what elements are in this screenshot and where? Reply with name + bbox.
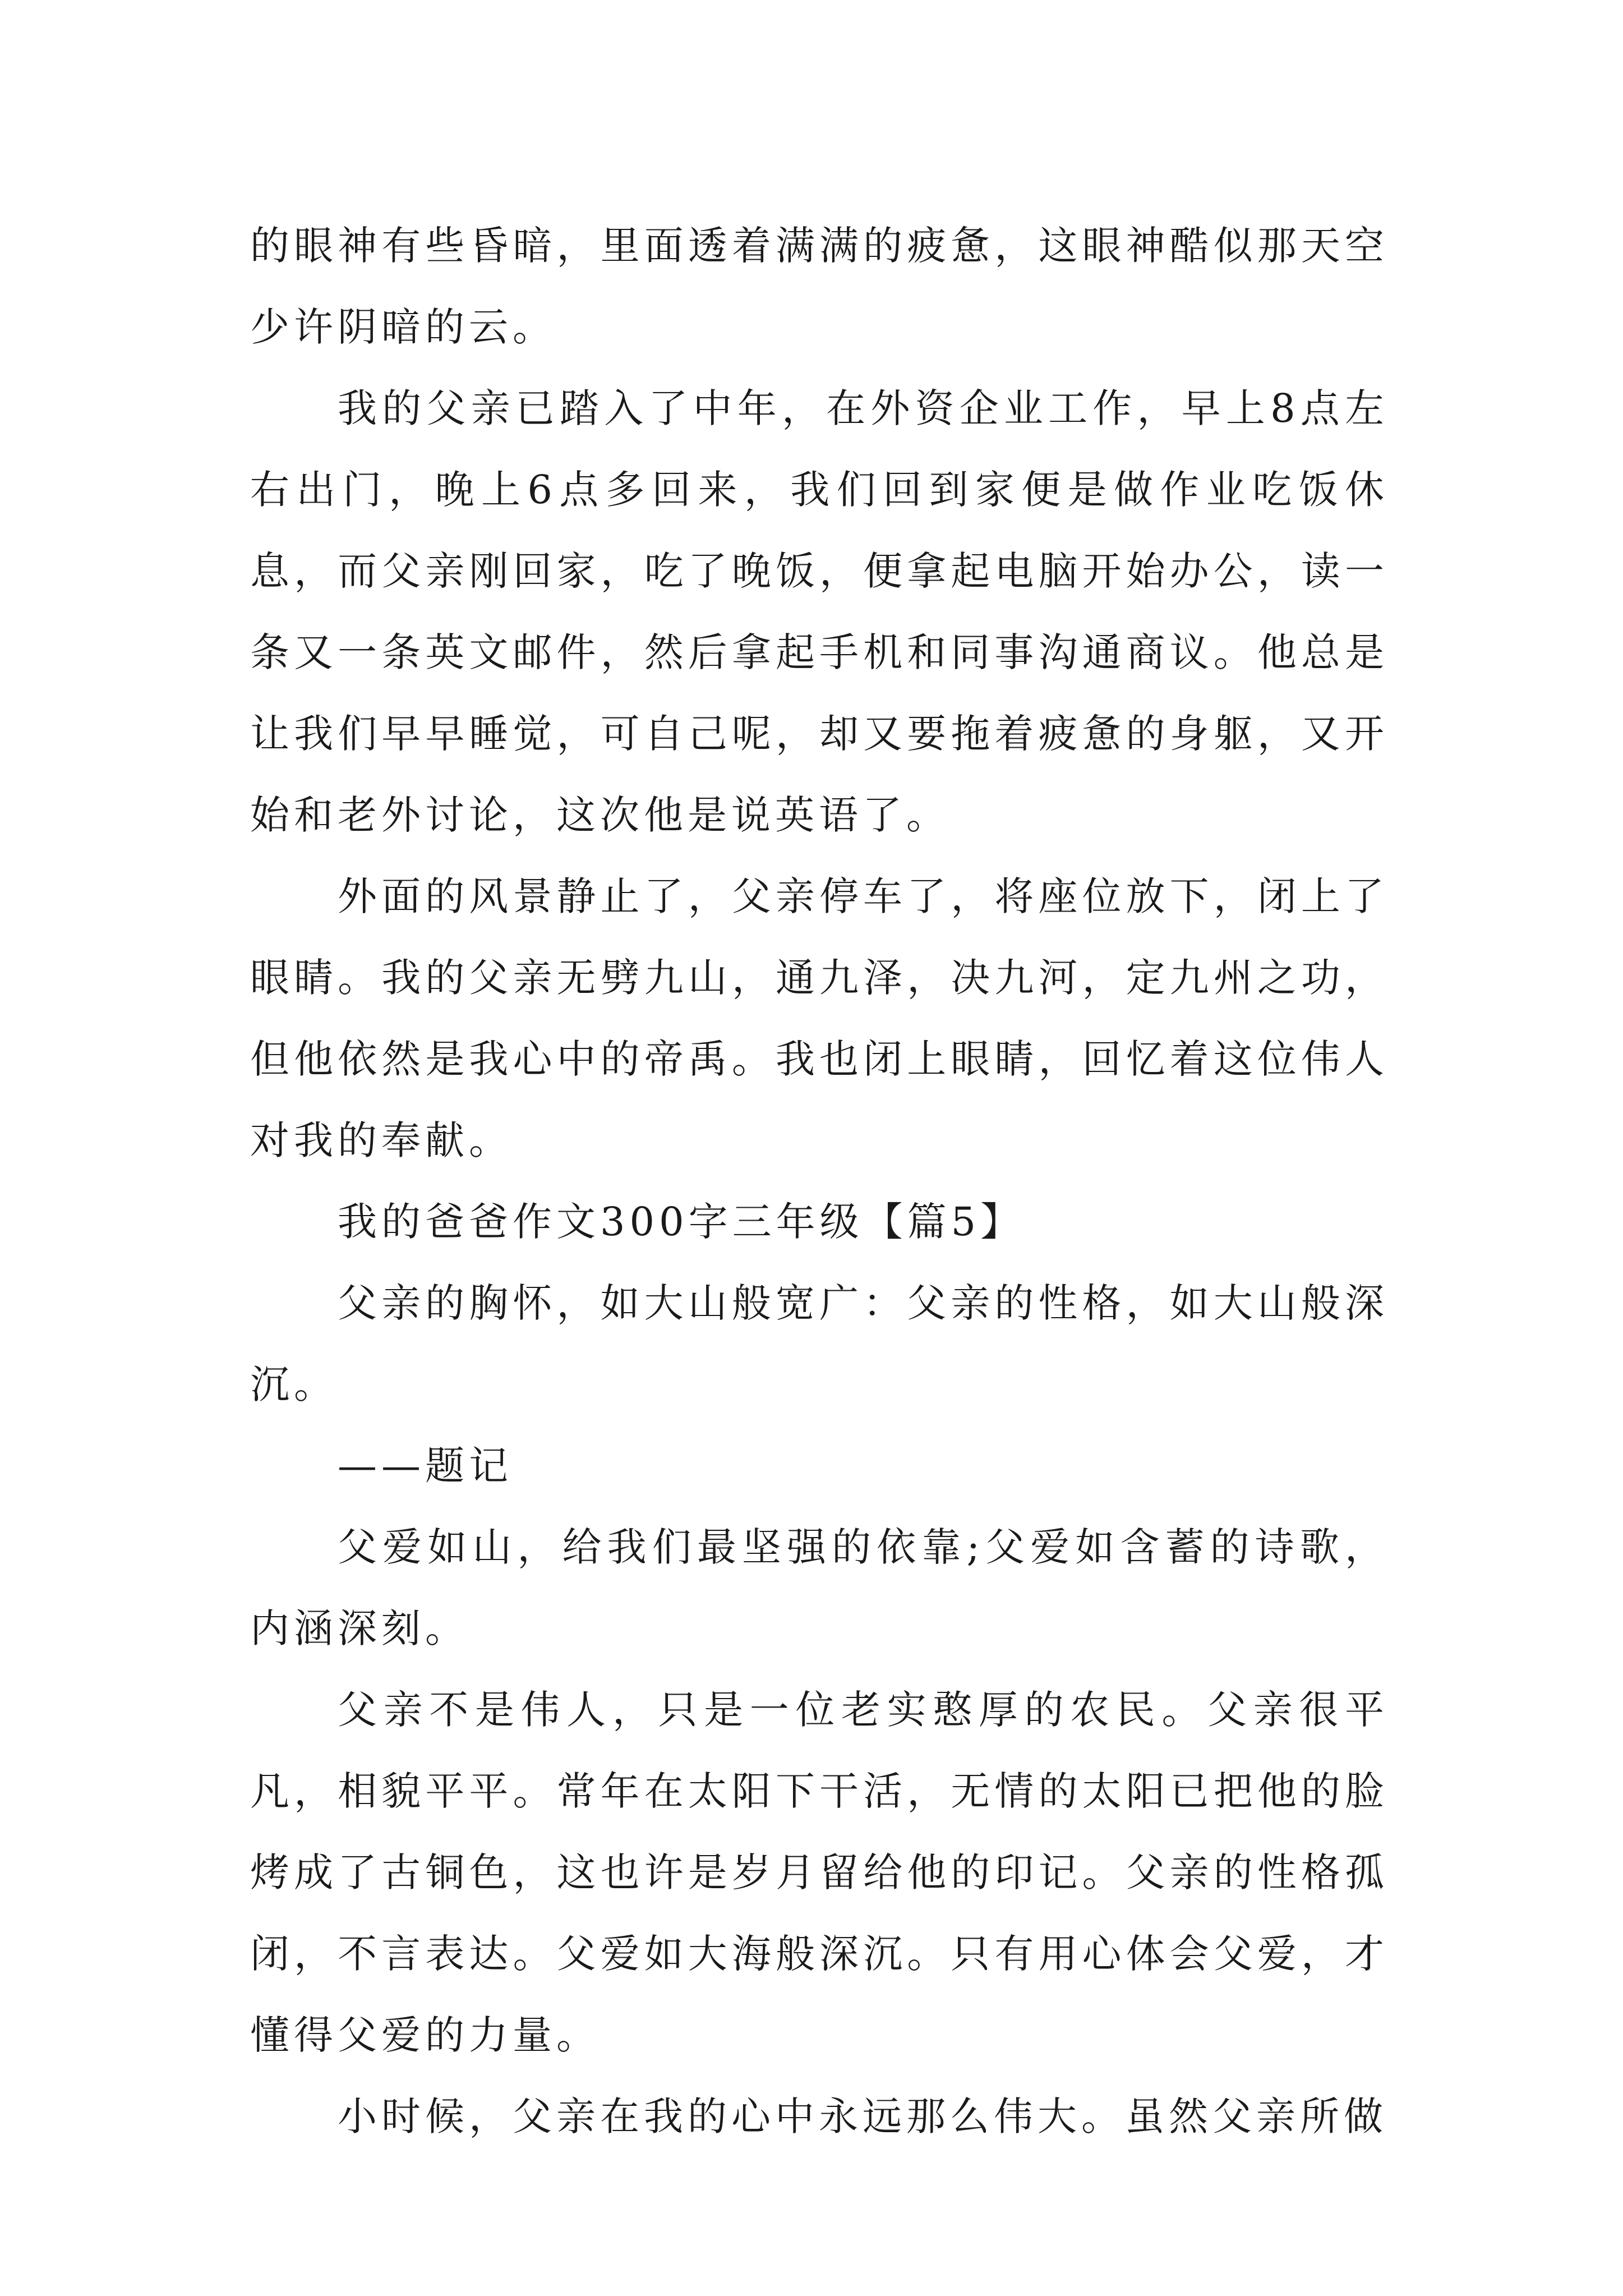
paragraph: 的眼神有些昏暗，里面透着满满的疲惫，这眼神酷似那天空少许阴暗的云。 bbox=[250, 223, 1389, 350]
section-heading: 我的爸爸作文300字三年级【篇5】 bbox=[338, 1199, 1025, 1245]
body-text bbox=[250, 205, 1389, 2157]
paragraph: 父爱如山，给我们最坚强的依靠;父爱如含蓄的诗歌，内涵深刻。 bbox=[250, 1524, 1389, 1651]
epigraph-attribution: ——题记 bbox=[338, 1443, 513, 1489]
paragraph: 小时候，父亲在我的心中永远那么伟大。虽然父亲所做 bbox=[338, 2093, 1387, 2139]
epigraph: 父亲的胸怀，如大山般宽广：父亲的性格，如大山般深沉。 bbox=[250, 1280, 1389, 1407]
paragraph: 父亲不是伟人，只是一位老实憨厚的农民。父亲很平凡，相貌平平。常年在太阳下干活，无情的太阳已把他的脸烤成了古铜色，这也许是岁月留给他的印记。父亲的性格孤闭，不言表达。父爱如大海般深沉。只有用心体会父爱，才懂得父爱的力量。 bbox=[250, 1687, 1389, 2058]
paragraph: 我的父亲已踏入了中年，在外资企业工作，早上8点左右出门，晚上6点多回来，我们回到家便是做作业吃饭休息，而父亲刚回家，吃了晚饭，便拿起电脑开始办公，读一条又一条英文邮件，然后拿起手机和同事沟通商议。他总是让我们早早睡觉，可自己呢，却又要拖着疲惫的身躯，又开始和老外讨论，这次他是说英语了。 bbox=[250, 385, 1389, 838]
paragraph: 外面的风景静止了，父亲停车了，将座位放下，闭上了眼睛。我的父亲无劈九山，通九泽，决九河，定九州之功，但他依然是我心中的帝禹。我也闭上眼睛，回忆着这位伟人对我的奉献。 bbox=[250, 873, 1389, 1163]
